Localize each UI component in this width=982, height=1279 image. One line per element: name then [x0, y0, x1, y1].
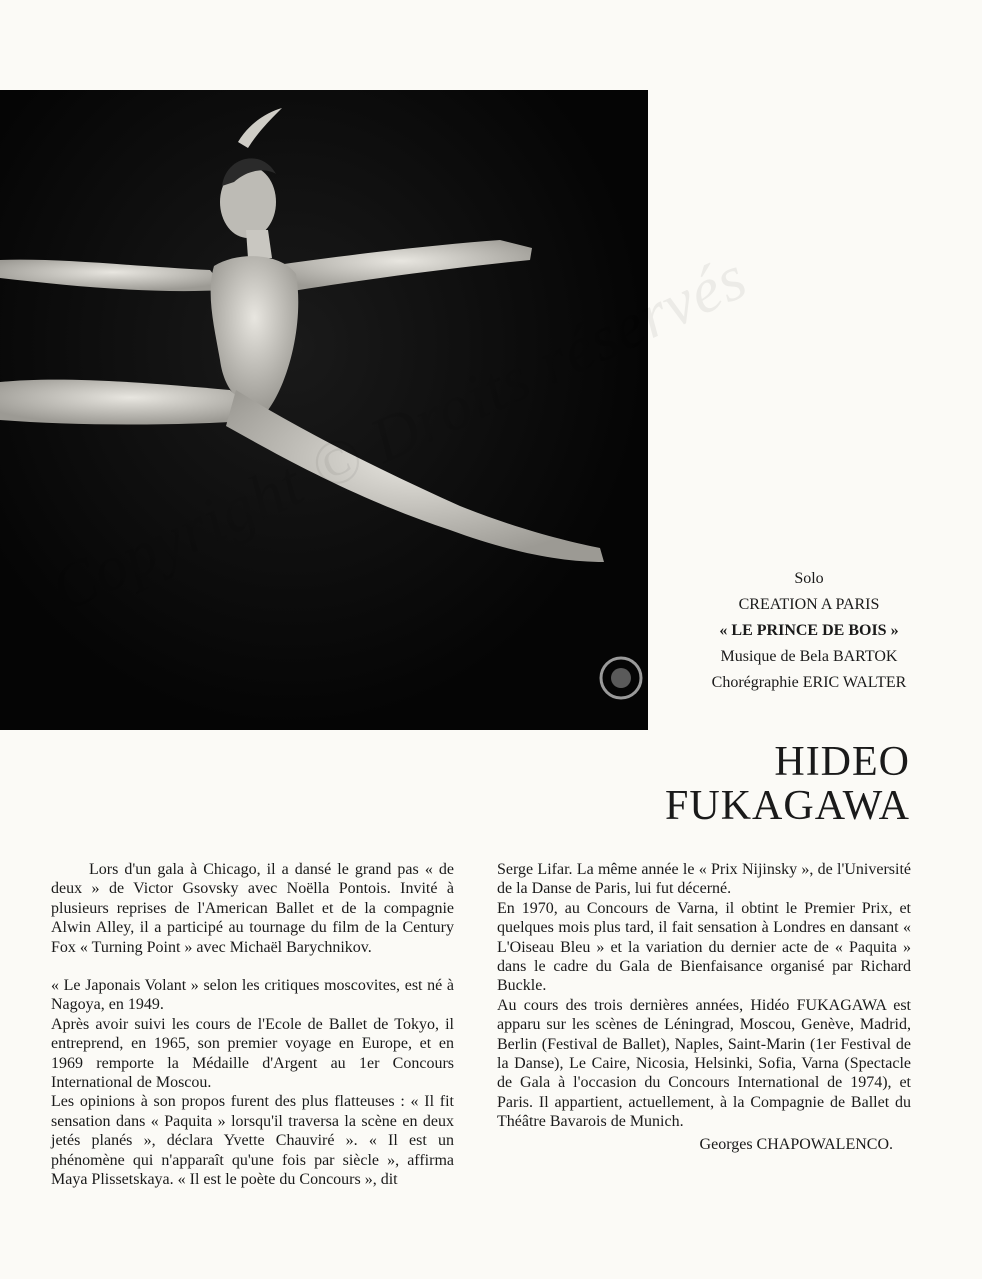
title-last-name: FUKAGAWA: [665, 783, 910, 829]
paragraph: Les opinions à son propos furent des plus flatteuses : « Il fit sensation dans « Paquita » lorsqu'il traversa la scène en deux jetés planés », déclara Yvette Chauviré ». « Il est un phénomène qui n'apparaît qu'une fois par siècle », affirma Maya Plissetskaya. « Il est le poète du Concours », dit: [51, 1093, 454, 1189]
photo-caption: [650, 566, 968, 696]
right-column: [497, 860, 911, 1154]
left-column: [51, 860, 454, 1190]
caption-creation: CREATION A PARIS: [738, 596, 880, 613]
caption-choreography: Chorégraphie ERIC WALTER: [711, 674, 907, 691]
caption-music: Musique de Bela BARTOK: [720, 648, 898, 665]
dancer-figure: [0, 90, 648, 730]
page-title: [665, 740, 910, 828]
paragraph: En 1970, au Concours de Varna, il obtint le Premier Prix, et quelques mois plus tard, il fait sensation à Londres en dansant « L'Oiseau Bleu » et la variation du dernier acte de « Paquita » dans le cadre du Gala de Bienfaisance organisé par Richard Buckle.: [497, 899, 911, 995]
title-first-name: HIDEO: [774, 739, 910, 785]
paragraph: Lors d'un gala à Chicago, il a dansé le grand pas « de deux » de Victor Gsovsky avec Noëlla Pontois. Invité à plusieurs reprises de l'American Ballet et de la compagnie Alwin Alley, il a participé au tournage du film de la Century Fox « Turning Point » avec Michaël Barychnikov.: [51, 861, 454, 956]
caption-piece-title: « LE PRINCE DE BOIS »: [719, 622, 899, 639]
author-signature: Georges CHAPOWALENCO.: [699, 1135, 893, 1153]
dancer-photo: [0, 90, 648, 730]
paragraph: Serge Lifar. La même année le « Prix Nijinsky », de l'Université de la Danse de Paris, lui fut décerné.: [497, 861, 911, 898]
paragraph: « Le Japonais Volant » selon les critiques moscovites, est né à Nagoya, en 1949.: [51, 977, 454, 1014]
paragraph: Après avoir suivi les cours de l'Ecole de Ballet de Tokyo, il entreprend, en 1965, son premier voyage en Europe, et en 1969 remporte la Médaille d'Argent au 1er Concours International de Moscou.: [51, 1015, 454, 1092]
caption-solo: Solo: [794, 570, 824, 587]
paragraph: Au cours des trois dernières années, Hidéo FUKAGAWA est apparu sur les scènes de Léningrad, Moscou, Genève, Madrid, Berlin (Festival de Ballet), Naples, Saint-Marin (1er Festival de la Danse), Le Caire, Nicosia, Helsinki, Sofia, Varna (Spectacle de Gala à l'occasion du Concours International de 1974), et Paris. Il appartient, actuellement, à la Compagnie de Ballet du Théâtre Bavarois de Munich.: [497, 996, 911, 1131]
